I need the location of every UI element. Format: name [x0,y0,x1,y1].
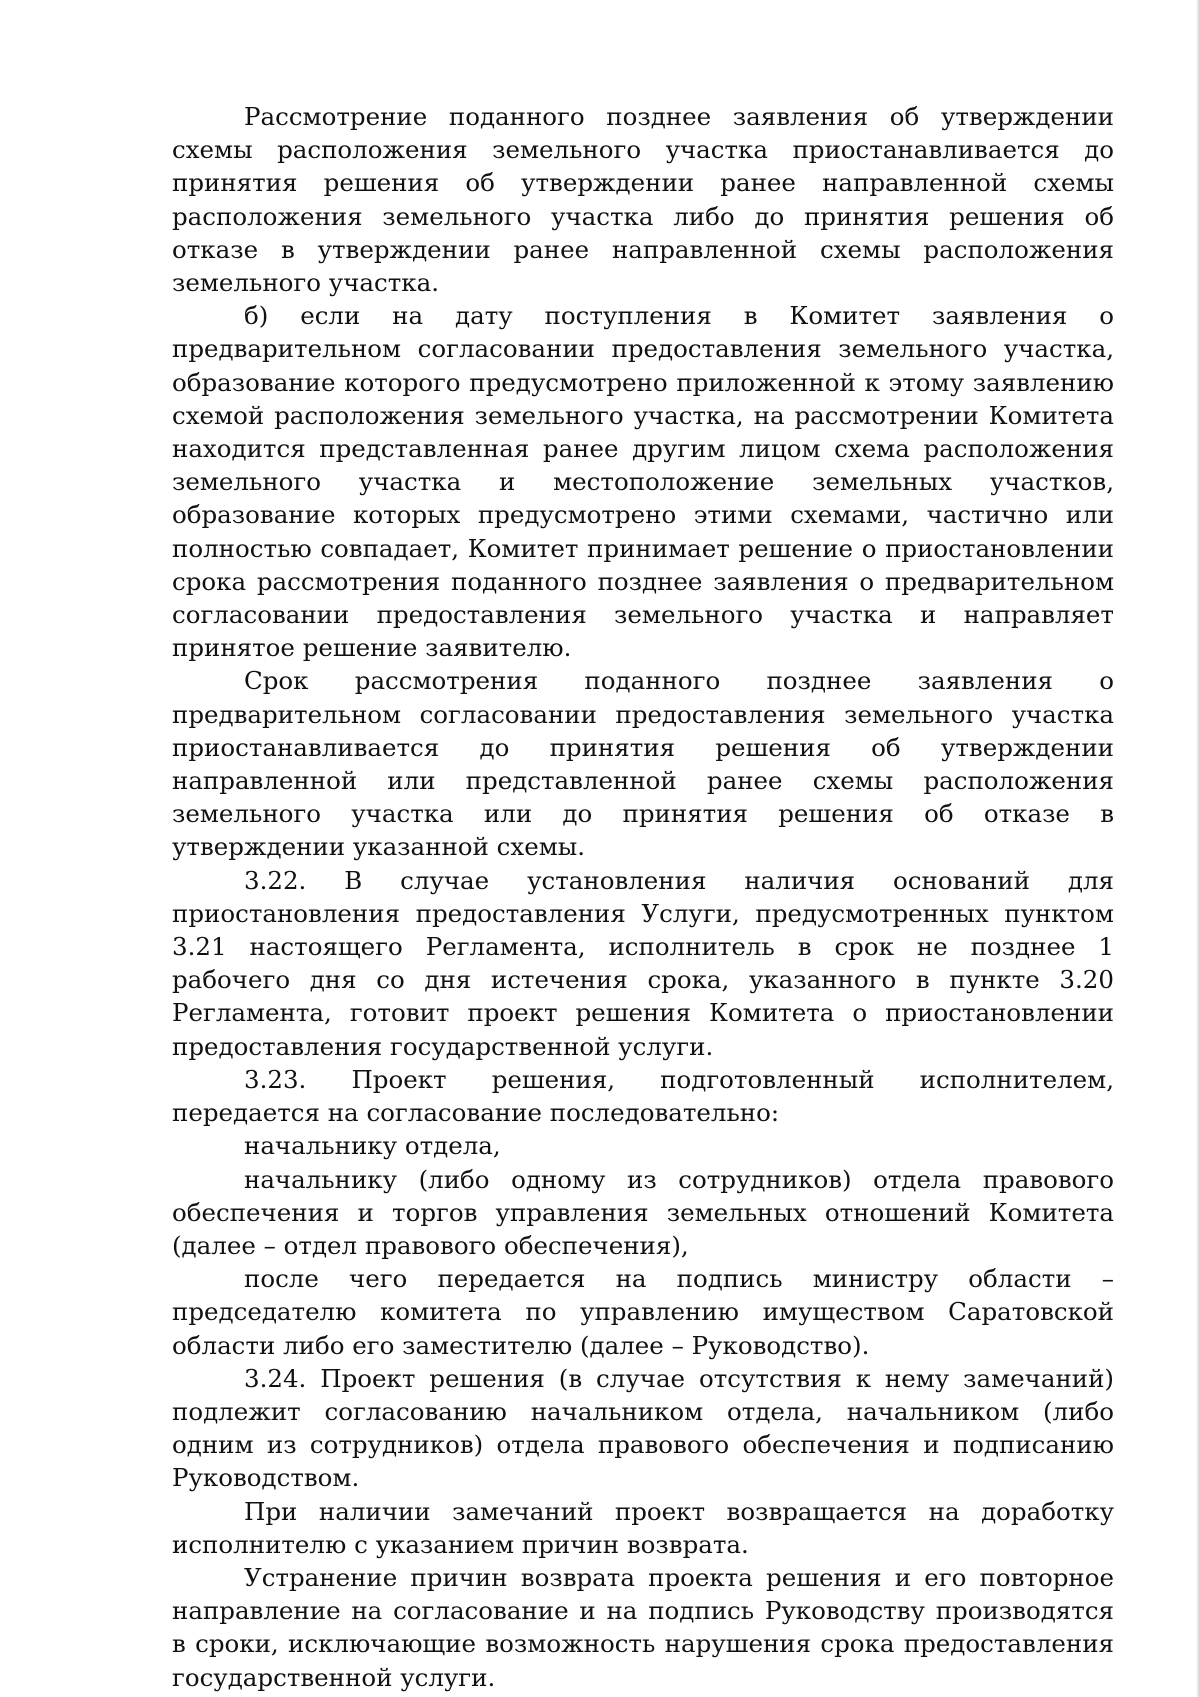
paragraph-review-term-suspended: Срок рассмотрения поданного позднее заявления о предварительном согласовании предоставления земельного участка приостанавливается до принятия решения об утверждении направленной или представленной ранее схемы расположения земельного участка или до принятия решения об отказе в утверждении указанной схемы. [172,666,1114,862]
paragraph-signature-by-minister: после чего передается на подпись министру области – председателю комитета по управлению имуществом Саратовской области либо его заместителю (далее – Руководство). [172,1264,1114,1360]
paragraph-suspension-later-application: Рассмотрение поданного позднее заявления об утверждении схемы расположения земельного участка приостанавливается до принятия решения об утверждении ранее направленной схемы расположения земельного участка либо до принятия решения об отказе в утверждении ранее направленной схемы расположения земельного участка. [172,102,1114,298]
page-edge-shadow [1196,0,1200,1697]
paragraph-3-24: 3.24. Проект решения (в случае отсутствия к нему замечаний) подлежит согласованию начальником отдела, начальником (либо одним из сотрудников) отдела правового обеспечения и подписанию Руководством. [172,1363,1114,1493]
paragraph-remarks-return: При наличии замечаний проект возвращается на доработку исполнителю с указанием причин возврата. [172,1496,1114,1559]
paragraph-3-23: 3.23. Проект решения, подготовленный исполнителем, передается на согласование последовательно: [172,1064,1114,1128]
paragraph-elimination-of-reasons: Устранение причин возврата проекта решения и его повторное направление на согласование и на подпись Руководству производятся в сроки, исключающие возможность нарушения срока предоставления государственной услуги. [172,1562,1114,1692]
paragraph-3-22: 3.22. В случае установления наличия оснований для приостановления предоставления Услуги, предусмотренных пунктом 3.21 настоящего Регламента, исполнитель в срок не позднее 1 рабочего дня со дня истечения срока, указанного в пункте 3.20 Регламента, готовит проект решения Комитета о приостановлении предоставления государственной услуги. [172,865,1114,1061]
paragraph-item-b: б) если на дату поступления в Комитет заявления о предварительном согласовании предоставления земельного участка, образование которого предусмотрено приложенной к этому заявлению схемой расположения земельного участка, на рассмотрении Комитета находится представленная ранее другим лицом схема расположения земельного участка и местоположение земельных участков, образование которых предусмотрено этими схемами, частично или полностью совпадает, Комитет принимает решение о приостановлении срока рассмотрения поданного позднее заявления о предварительном согласовании предоставления земельного участка и направляет принятое решение заявителю. [172,301,1114,663]
paragraph-legal-department-head: начальнику (либо одному из сотрудников) отдела правового обеспечения и торгов управления земельных отношений Комитета (далее – отдел правового обеспечения), [172,1164,1114,1260]
document-body [172,100,1114,1694]
paragraph-department-head: начальнику отдела, [244,1131,501,1161]
